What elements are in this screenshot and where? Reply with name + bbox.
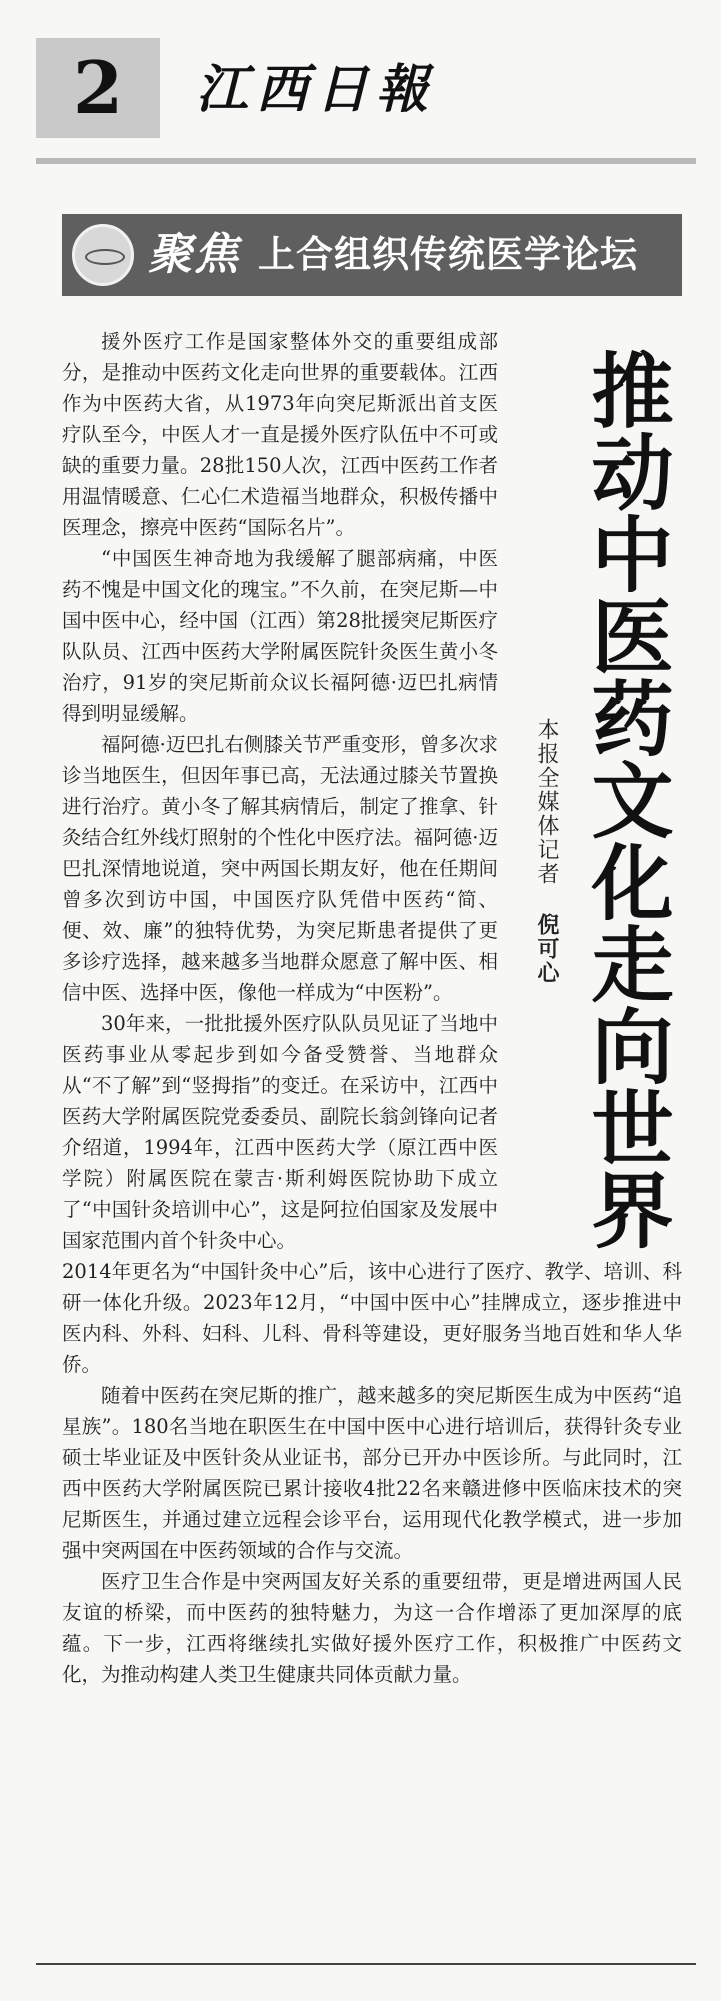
article-headline: 推动中医药文化走向世界	[578, 348, 673, 1250]
page-number: 2	[36, 38, 160, 138]
header-divider	[36, 158, 696, 164]
article-paragraph-continued: 2014年更名为“中国针灸中心”后，该中心进行了医疗、教学、培训、科研一体化升级。2023年12月，“中国中医中心”挂牌成立，逐步推进中医内科、外科、妇科、儿科、骨科等建设，更好服务当地百姓和华人华侨。	[62, 1260, 682, 1376]
sco-emblem-icon	[72, 224, 134, 286]
section-logo-text: 聚焦	[148, 229, 240, 280]
article-paragraph: 30年来，一批批援外医疗队队员见证了当地中医药事业从零起步到如今备受赞誉、当地群众从“不了解”到“竖拇指”的变迁。在采访中，江西中医药大学附属医院党委委员、副院长翁剑锋向记者介绍道，1994年，江西中医药大学（原江西中医学院）附属医院在蒙吉·斯利姆医院协助下成立了“中国针灸培训中心”，这是阿拉伯国家及发展中国家范围内首个针灸中心。	[62, 1012, 498, 1252]
article-paragraph: 福阿德·迈巴扎右侧膝关节严重变形，曾多次求诊当地医生，但因年事已高，无法通过膝关节置换进行治疗。黄小冬了解其病情后，制定了推拿、针灸结合红外线灯照射的个性化中医疗法。福阿德·迈巴扎深情地说道，突中两国长期友好，他在任期间曾多次到访中国，中国医疗队凭借中医药“简、便、效、廉”的独特优势，为突尼斯患者提供了更多诊疗选择，越来越多当地群众愿意了解中医、相信中医、选择中医，像他一样成为“中医粉”。	[62, 733, 498, 1004]
article-paragraph: “中国医生神奇地为我缓解了腿部病痛，中医药不愧是中国文化的瑰宝。”不久前，在突尼斯—中国中医中心，经中国（江西）第28批援突尼斯医疗队队员、江西中医药大学附属医院针灸医生黄小冬治疗，91岁的突尼斯前众议长福阿德·迈巴扎病情得到明显缓解。	[62, 547, 498, 725]
article-body	[62, 326, 682, 1690]
byline-author: 倪可心	[534, 913, 559, 985]
newspaper-masthead: 江西日報	[196, 59, 437, 120]
article-narrow-column	[62, 326, 498, 1256]
article-paragraph: 援外医疗工作是国家整体外交的重要组成部分，是推动中医药文化走向世界的重要载体。江西作为中医药大省，从1973年向突尼斯派出首支医疗队至今，中医人才一直是援外医疗队伍中不可或缺的重要力量。28批150人次，江西中医药工作者用温情暖意、仁心仁术造福当地群众，积极传播中医理念，擦亮中医药“国际名片”。	[62, 330, 498, 539]
forum-title: 上合组织传统医学论坛	[258, 233, 638, 276]
byline-prefix: 本报全媒体记者	[534, 718, 559, 886]
article-paragraph: 随着中医药在突尼斯的推广，越来越多的突尼斯医生成为中医药“追星族”。180名当地在职医生在中国中医中心进行培训后，获得针灸专业硕士毕业证及中医针灸从业证书，部分已开办中医诊所。与此同时，江西中医药大学附属医院已累计接收4批22名来赣进修中医临床技术的突尼斯医生，并通过建立远程会诊平台，运用现代化教学模式，进一步加强中突两国在中医药领域的合作与交流。	[62, 1384, 682, 1562]
section-banner	[62, 214, 682, 296]
footer-divider	[36, 1963, 696, 1965]
article-paragraph: 医疗卫生合作是中突两国友好关系的重要纽带，更是增进两国人民友谊的桥梁，而中医药的独特魅力，为这一合作增添了更加深厚的底蕴。下一步，江西将继续扎实做好援外医疗工作，积极推广中医药文化，为推动构建人类卫生健康共同体贡献力量。	[62, 1570, 682, 1686]
